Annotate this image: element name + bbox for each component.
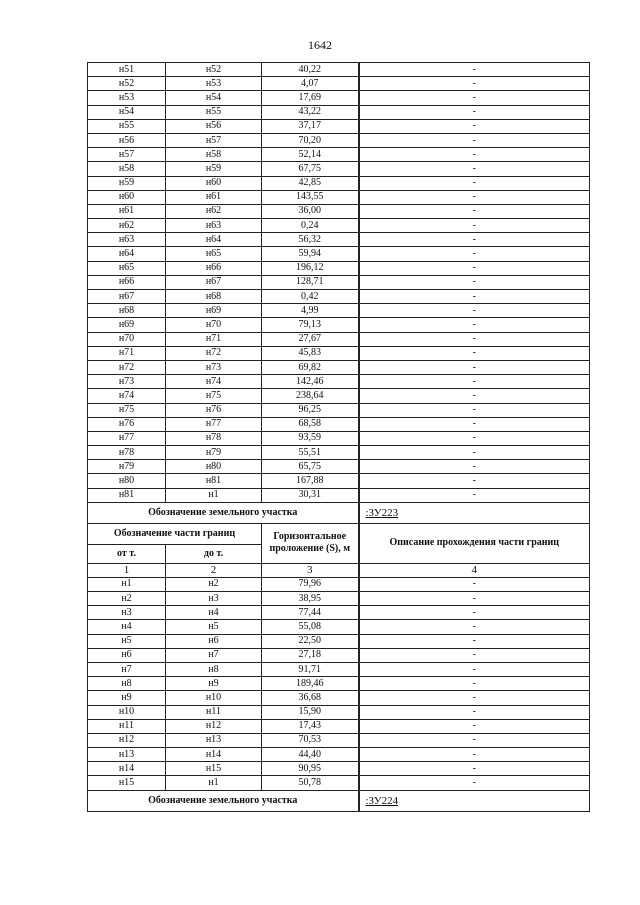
description: -: [359, 691, 590, 705]
table-row: [88, 346, 590, 360]
from-point: н61: [88, 204, 166, 218]
from-point: н72: [88, 360, 166, 374]
from-point: н15: [88, 776, 166, 790]
column-number: 3: [262, 563, 359, 577]
table-row: [88, 691, 590, 705]
table-row: [88, 748, 590, 762]
table-row: [88, 176, 590, 190]
distance: 56,32: [262, 233, 359, 247]
distance: 22,50: [262, 634, 359, 648]
description: -: [359, 190, 590, 204]
description: -: [359, 648, 590, 662]
to-point: н53: [166, 77, 262, 91]
to-point: н3: [166, 592, 262, 606]
from-point: н1: [88, 577, 166, 591]
from-point: н77: [88, 431, 166, 445]
from-point: н65: [88, 261, 166, 275]
to-point: н62: [166, 204, 262, 218]
description: -: [359, 247, 590, 261]
description: -: [359, 776, 590, 790]
to-point: н59: [166, 162, 262, 176]
to-point: н74: [166, 375, 262, 389]
distance: 238,64: [262, 389, 359, 403]
distance: 43,22: [262, 105, 359, 119]
description: -: [359, 77, 590, 91]
to-point: н52: [166, 63, 262, 77]
from-point: н8: [88, 677, 166, 691]
from-point: н54: [88, 105, 166, 119]
description: -: [359, 63, 590, 77]
third-section-header: [88, 790, 590, 811]
description: -: [359, 606, 590, 620]
table-row: [88, 606, 590, 620]
to-point: н67: [166, 275, 262, 289]
from-point: н66: [88, 275, 166, 289]
description: -: [359, 375, 590, 389]
distance: 4,07: [262, 77, 359, 91]
distance: 55,08: [262, 620, 359, 634]
header-part: Обозначение части границ: [88, 523, 262, 544]
table-row: [88, 77, 590, 91]
to-point: н55: [166, 105, 262, 119]
land-plot-id: :ЗУ223: [359, 502, 590, 523]
description: -: [359, 762, 590, 776]
to-point: н79: [166, 446, 262, 460]
table-row: [88, 318, 590, 332]
table-row: [88, 162, 590, 176]
from-point: н9: [88, 691, 166, 705]
distance: 128,71: [262, 275, 359, 289]
from-point: н59: [88, 176, 166, 190]
to-point: н75: [166, 389, 262, 403]
description: -: [359, 719, 590, 733]
to-point: н10: [166, 691, 262, 705]
distance: 17,69: [262, 91, 359, 105]
to-point: н70: [166, 318, 262, 332]
to-point: н80: [166, 460, 262, 474]
table-row: [88, 290, 590, 304]
to-point: н61: [166, 190, 262, 204]
description: -: [359, 488, 590, 502]
to-point: н72: [166, 346, 262, 360]
description: -: [359, 290, 590, 304]
from-point: н6: [88, 648, 166, 662]
table-row: [88, 261, 590, 275]
description: -: [359, 474, 590, 488]
table-row: [88, 275, 590, 289]
distance: 70,20: [262, 133, 359, 147]
description: -: [359, 119, 590, 133]
to-point: н14: [166, 748, 262, 762]
description: -: [359, 662, 590, 676]
land-plot-label: Обозначение земельного участка: [88, 502, 359, 523]
description: -: [359, 460, 590, 474]
distance: 37,17: [262, 119, 359, 133]
boundary-table: [87, 62, 590, 812]
table-row: [88, 705, 590, 719]
description: -: [359, 577, 590, 591]
header-to: до т.: [166, 544, 262, 563]
from-point: н81: [88, 488, 166, 502]
from-point: н63: [88, 233, 166, 247]
from-point: н79: [88, 460, 166, 474]
table-row: [88, 431, 590, 445]
table-row: [88, 247, 590, 261]
description: -: [359, 204, 590, 218]
from-point: н56: [88, 133, 166, 147]
description: -: [359, 446, 590, 460]
from-point: н60: [88, 190, 166, 204]
table-row: [88, 719, 590, 733]
description: -: [359, 233, 590, 247]
description: -: [359, 133, 590, 147]
header-from: от т.: [88, 544, 166, 563]
distance: 50,78: [262, 776, 359, 790]
table-row: [88, 148, 590, 162]
column-number: 4: [359, 563, 590, 577]
from-point: н55: [88, 119, 166, 133]
to-point: н7: [166, 648, 262, 662]
table-row: [88, 474, 590, 488]
to-point: н8: [166, 662, 262, 676]
description: -: [359, 634, 590, 648]
to-point: н5: [166, 620, 262, 634]
distance: 167,88: [262, 474, 359, 488]
description: -: [359, 148, 590, 162]
to-point: н15: [166, 762, 262, 776]
from-point: н11: [88, 719, 166, 733]
from-point: н67: [88, 290, 166, 304]
table-row: [88, 488, 590, 502]
from-point: н71: [88, 346, 166, 360]
distance: 30,31: [262, 488, 359, 502]
table-row: [88, 360, 590, 374]
distance: 0,42: [262, 290, 359, 304]
to-point: н63: [166, 219, 262, 233]
to-point: н77: [166, 417, 262, 431]
distance: 15,90: [262, 705, 359, 719]
description: -: [359, 417, 590, 431]
land-plot-title-row: [88, 502, 590, 523]
distance: 55,51: [262, 446, 359, 460]
table-row: [88, 460, 590, 474]
description: -: [359, 275, 590, 289]
description: -: [359, 219, 590, 233]
land-plot-label: Обозначение земельного участка: [88, 790, 359, 811]
table-row: [88, 733, 590, 747]
to-point: н78: [166, 431, 262, 445]
table-row: [88, 119, 590, 133]
from-point: н2: [88, 592, 166, 606]
from-point: н78: [88, 446, 166, 460]
distance: 0,24: [262, 219, 359, 233]
from-point: н80: [88, 474, 166, 488]
to-point: н68: [166, 290, 262, 304]
to-point: н12: [166, 719, 262, 733]
to-point: н1: [166, 488, 262, 502]
from-point: н51: [88, 63, 166, 77]
description: -: [359, 677, 590, 691]
description: -: [359, 748, 590, 762]
to-point: н65: [166, 247, 262, 261]
table-row: [88, 332, 590, 346]
to-point: н6: [166, 634, 262, 648]
to-point: н81: [166, 474, 262, 488]
description: -: [359, 592, 590, 606]
table-row: [88, 190, 590, 204]
distance: 90,95: [262, 762, 359, 776]
land-plot-id: :ЗУ224: [359, 790, 590, 811]
description: -: [359, 105, 590, 119]
distance: 91,71: [262, 662, 359, 676]
from-point: н73: [88, 375, 166, 389]
table-row: [88, 91, 590, 105]
distance: 59,94: [262, 247, 359, 261]
table-row: [88, 304, 590, 318]
distance: 40,22: [262, 63, 359, 77]
to-point: н54: [166, 91, 262, 105]
land-plot-title-row: [88, 790, 590, 811]
table-row: [88, 204, 590, 218]
distance: 36,00: [262, 204, 359, 218]
from-point: н58: [88, 162, 166, 176]
from-point: н70: [88, 332, 166, 346]
to-point: н73: [166, 360, 262, 374]
from-point: н75: [88, 403, 166, 417]
second-section: [88, 577, 590, 790]
from-point: н52: [88, 77, 166, 91]
description: -: [359, 733, 590, 747]
table-row: [88, 219, 590, 233]
from-point: н76: [88, 417, 166, 431]
from-point: н14: [88, 762, 166, 776]
description: -: [359, 332, 590, 346]
description: -: [359, 304, 590, 318]
distance: 27,18: [262, 648, 359, 662]
description: -: [359, 318, 590, 332]
distance: 44,40: [262, 748, 359, 762]
to-point: н64: [166, 233, 262, 247]
distance: 45,83: [262, 346, 359, 360]
distance: 27,67: [262, 332, 359, 346]
distance: 38,95: [262, 592, 359, 606]
to-point: н4: [166, 606, 262, 620]
column-number-row: [88, 563, 590, 577]
distance: 52,14: [262, 148, 359, 162]
table-row: [88, 620, 590, 634]
table-row: [88, 762, 590, 776]
description: -: [359, 162, 590, 176]
description: -: [359, 261, 590, 275]
description: -: [359, 431, 590, 445]
distance: 70,53: [262, 733, 359, 747]
table-row: [88, 648, 590, 662]
table-row: [88, 577, 590, 591]
distance: 65,75: [262, 460, 359, 474]
description: -: [359, 346, 590, 360]
distance: 143,55: [262, 190, 359, 204]
second-section-header: [88, 502, 590, 577]
column-number: 2: [166, 563, 262, 577]
to-point: н9: [166, 677, 262, 691]
from-point: н12: [88, 733, 166, 747]
distance: 189,46: [262, 677, 359, 691]
distance: 4,99: [262, 304, 359, 318]
table-row: [88, 233, 590, 247]
from-point: н62: [88, 219, 166, 233]
table-row: [88, 677, 590, 691]
distance: 77,44: [262, 606, 359, 620]
from-point: н10: [88, 705, 166, 719]
description: -: [359, 620, 590, 634]
to-point: н58: [166, 148, 262, 162]
from-point: н3: [88, 606, 166, 620]
distance: 69,82: [262, 360, 359, 374]
from-point: н13: [88, 748, 166, 762]
table-row: [88, 375, 590, 389]
table-row: [88, 446, 590, 460]
description: -: [359, 389, 590, 403]
from-point: н57: [88, 148, 166, 162]
table-row: [88, 403, 590, 417]
page-number: 1642: [308, 38, 332, 52]
description: -: [359, 176, 590, 190]
distance: 93,59: [262, 431, 359, 445]
header-description: Описание прохождения части границ: [359, 523, 590, 563]
to-point: н13: [166, 733, 262, 747]
description: -: [359, 705, 590, 719]
first-section: [88, 63, 590, 503]
table-row: [88, 776, 590, 790]
to-point: н71: [166, 332, 262, 346]
distance: 96,25: [262, 403, 359, 417]
to-point: н1: [166, 776, 262, 790]
from-point: н68: [88, 304, 166, 318]
distance: 17,43: [262, 719, 359, 733]
description: -: [359, 403, 590, 417]
table-row: [88, 133, 590, 147]
from-point: н69: [88, 318, 166, 332]
table-row: [88, 105, 590, 119]
to-point: н60: [166, 176, 262, 190]
table-row: [88, 417, 590, 431]
from-point: н74: [88, 389, 166, 403]
table-row: [88, 389, 590, 403]
header-row: [88, 523, 590, 544]
distance: 142,46: [262, 375, 359, 389]
from-point: н7: [88, 662, 166, 676]
table-row: [88, 662, 590, 676]
column-number: 1: [88, 563, 166, 577]
from-point: н5: [88, 634, 166, 648]
distance: 68,58: [262, 417, 359, 431]
to-point: н57: [166, 133, 262, 147]
header-horizontal: Горизонтальное проложение (S), м: [262, 523, 359, 563]
distance: 79,96: [262, 577, 359, 591]
to-point: н69: [166, 304, 262, 318]
description: -: [359, 91, 590, 105]
table-row: [88, 634, 590, 648]
table-row: [88, 592, 590, 606]
from-point: н64: [88, 247, 166, 261]
to-point: н76: [166, 403, 262, 417]
distance: 196,12: [262, 261, 359, 275]
distance: 36,68: [262, 691, 359, 705]
description: -: [359, 360, 590, 374]
distance: 67,75: [262, 162, 359, 176]
distance: 79,13: [262, 318, 359, 332]
to-point: н2: [166, 577, 262, 591]
table-row: [88, 63, 590, 77]
from-point: н53: [88, 91, 166, 105]
distance: 42,85: [262, 176, 359, 190]
to-point: н56: [166, 119, 262, 133]
from-point: н4: [88, 620, 166, 634]
to-point: н66: [166, 261, 262, 275]
to-point: н11: [166, 705, 262, 719]
